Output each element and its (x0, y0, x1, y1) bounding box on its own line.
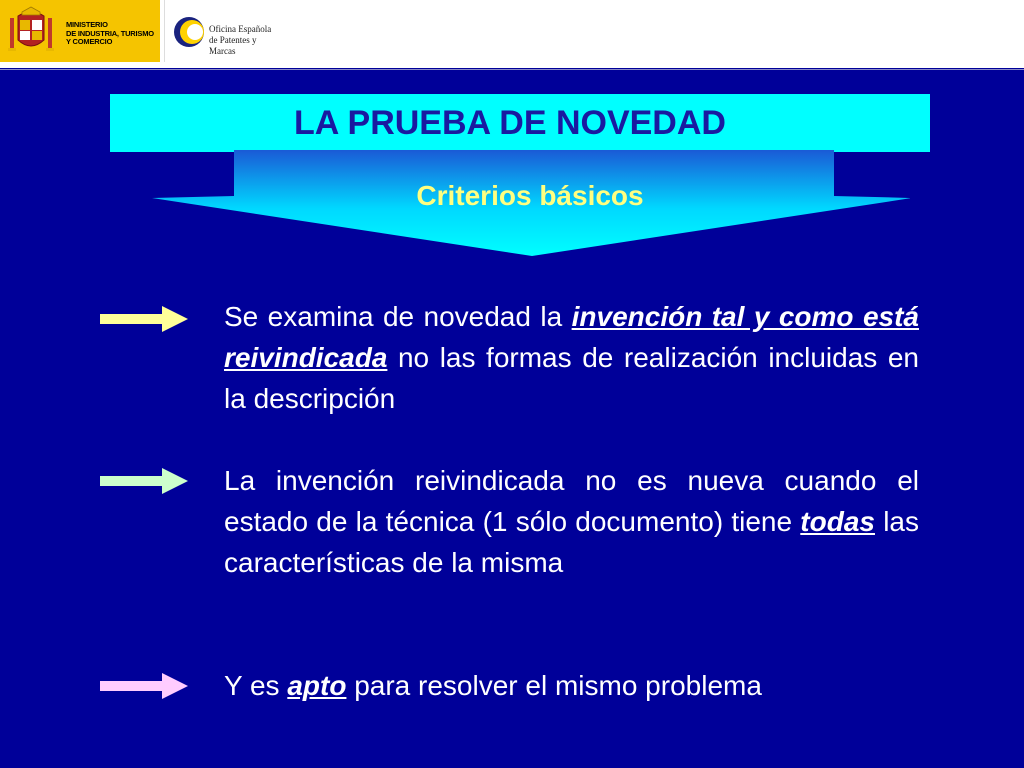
ministry-name: MINISTERIO DE INDUSTRIA, TURISMO Y COMERCIO (66, 20, 154, 46)
header-divider (0, 66, 1024, 68)
patent-office-logo-block (164, 0, 285, 62)
patent-office-logo-icon (173, 16, 205, 48)
coat-of-arms-icon (6, 6, 56, 56)
arrow-right-icon (100, 305, 190, 333)
arrow-right-icon (100, 467, 190, 495)
subtitle: Criterios básicos (416, 180, 644, 211)
bullet-text-2: La invención reivindicada no es nueva cuando el estado de la técnica (1 sólo documento) tiene todas las características de la misma (224, 465, 919, 578)
emphasis-text: todas (800, 506, 875, 537)
header-bar (0, 0, 1024, 66)
title-banner (110, 94, 930, 152)
page-title: LA PRUEBA DE NOVEDAD (294, 103, 726, 142)
emphasis-text: apto (287, 670, 347, 701)
bullet-text-1: Se examina de novedad la invención tal y como está reivindicada no las formas de realización incluidas en la descripción (224, 301, 919, 414)
arrow-right-icon (100, 672, 190, 700)
emphasis-text: invención tal y como está reivindicada (224, 301, 919, 373)
bullet-text-3: Y es apto para resolver el mismo problema (224, 670, 762, 701)
header-divider-shadow (0, 69, 1024, 70)
patent-office-name: Oficina Española de Patentes y Marcas (209, 24, 272, 56)
ministry-logo-block (0, 0, 160, 62)
